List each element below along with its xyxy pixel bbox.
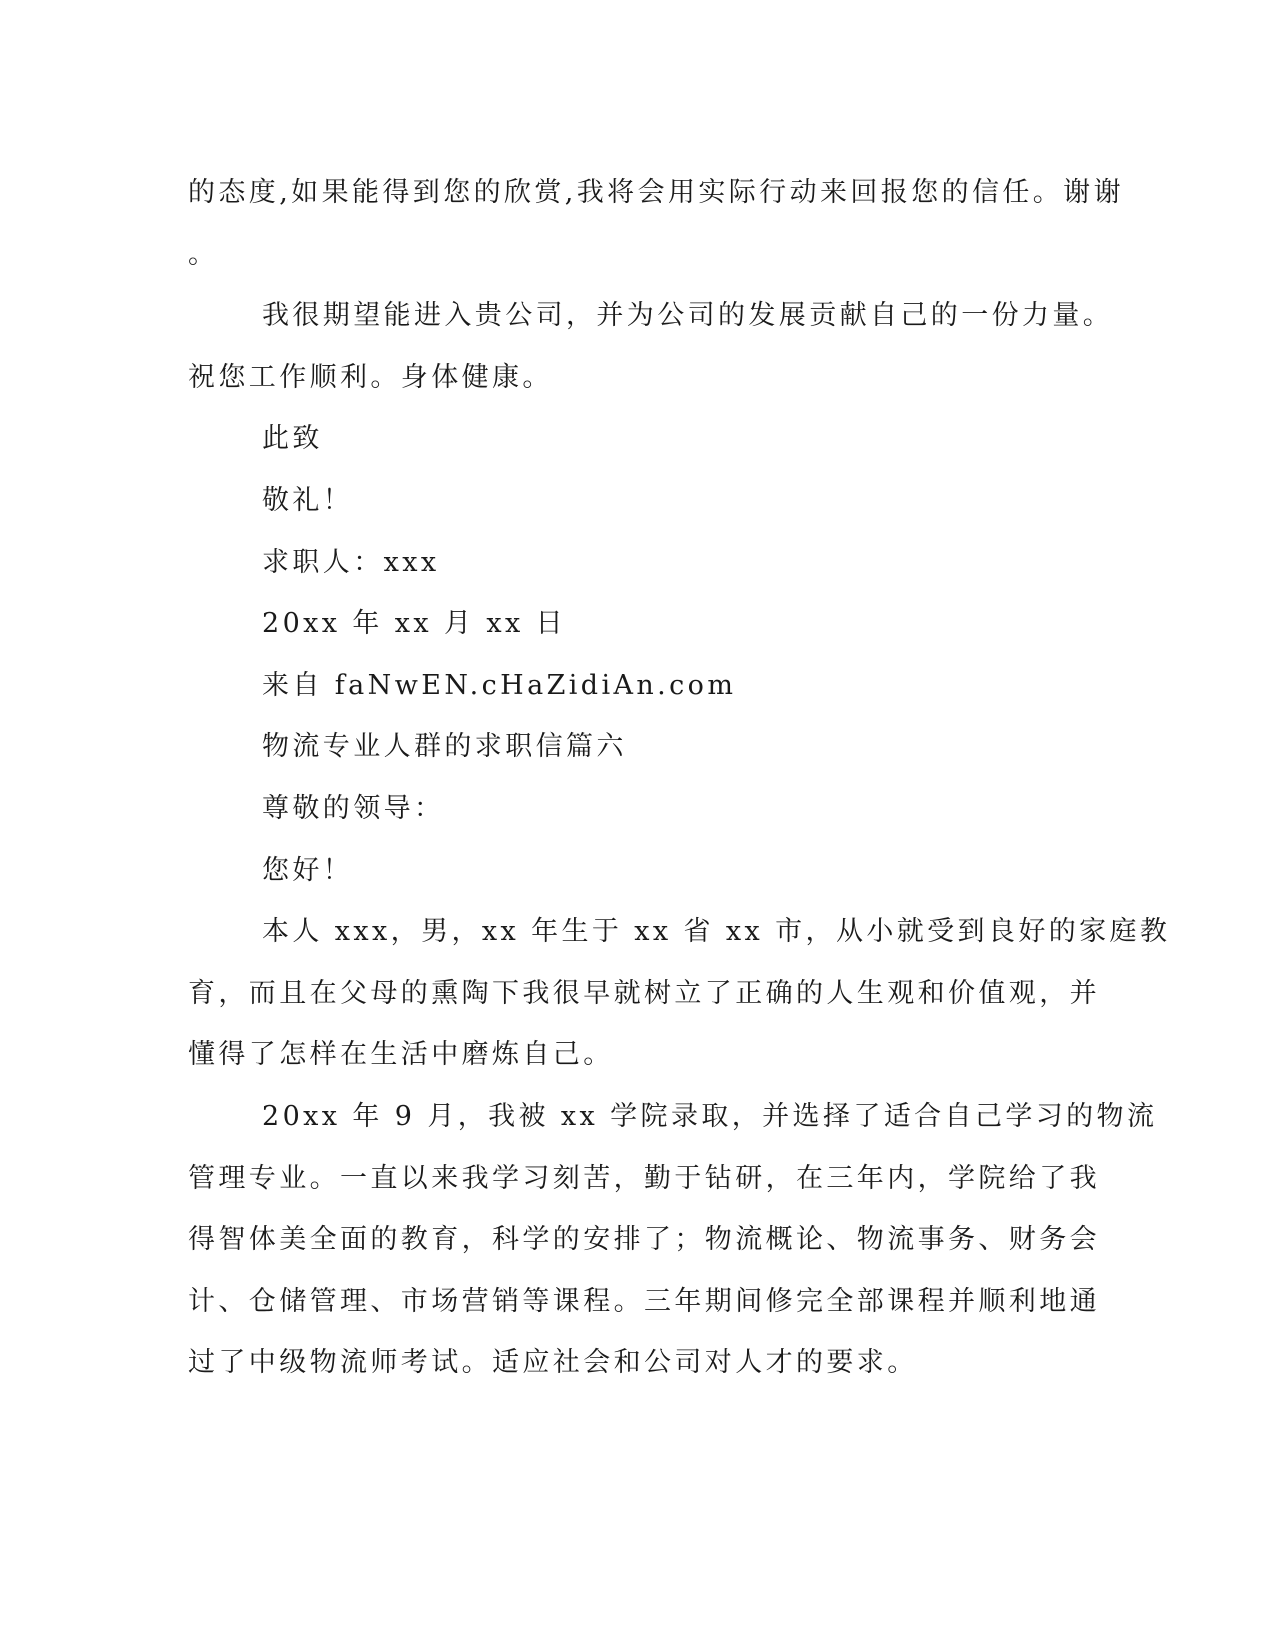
- salutation-line: 敬礼！: [262, 484, 354, 516]
- source-line: 来自 faNwEN.cHaZidiAn.com: [262, 669, 737, 701]
- body-line: 的态度,如果能得到您的欣赏,我将会用实际行动来回报您的信任。谢谢: [188, 177, 1124, 208]
- body-line: 管理专业。一直以来我学习刻苦，勤于钻研，在三年内，学院给了我: [188, 1162, 1100, 1194]
- body-line: 过了中级物流师考试。适应社会和公司对人才的要求。: [188, 1347, 918, 1379]
- body-line: 育，而且在父母的熏陶下我很早就树立了正确的人生观和价值观，并: [188, 977, 1100, 1009]
- paragraph-line: 本人 xxx，男，xx 年生于 xx 省 xx 市，从小就受到良好的家庭教: [262, 916, 1171, 948]
- body-line: 祝您工作顺利。身体健康。: [188, 361, 553, 393]
- signature-line: 求职人：xxx: [262, 546, 440, 578]
- body-line: 。: [188, 238, 219, 270]
- paragraph-line: 20xx 年 9 月，我被 xx 学院录取，并选择了适合自己学习的物流: [262, 1100, 1158, 1132]
- date-line: 20xx 年 xx 月 xx 日: [262, 608, 567, 640]
- body-line: 计、仓储管理、市场营销等课程。三年期间修完全部课程并顺利地通: [188, 1285, 1100, 1317]
- section-title: 物流专业人群的求职信篇六: [262, 731, 627, 763]
- greeting-line: 您好！: [262, 854, 354, 886]
- salutation-line: 此致: [262, 423, 323, 455]
- greeting-line: 尊敬的领导：: [262, 792, 445, 824]
- paragraph-line: 我很期望能进入贵公司，并为公司的发展贡献自己的一份力量。: [262, 300, 1114, 332]
- document-body: [188, 162, 1171, 1394]
- body-line: 懂得了怎样在生活中磨炼自己。: [188, 1039, 614, 1071]
- body-line: 得智体美全面的教育，科学的安排了；物流概论、物流事务、财务会: [188, 1224, 1100, 1256]
